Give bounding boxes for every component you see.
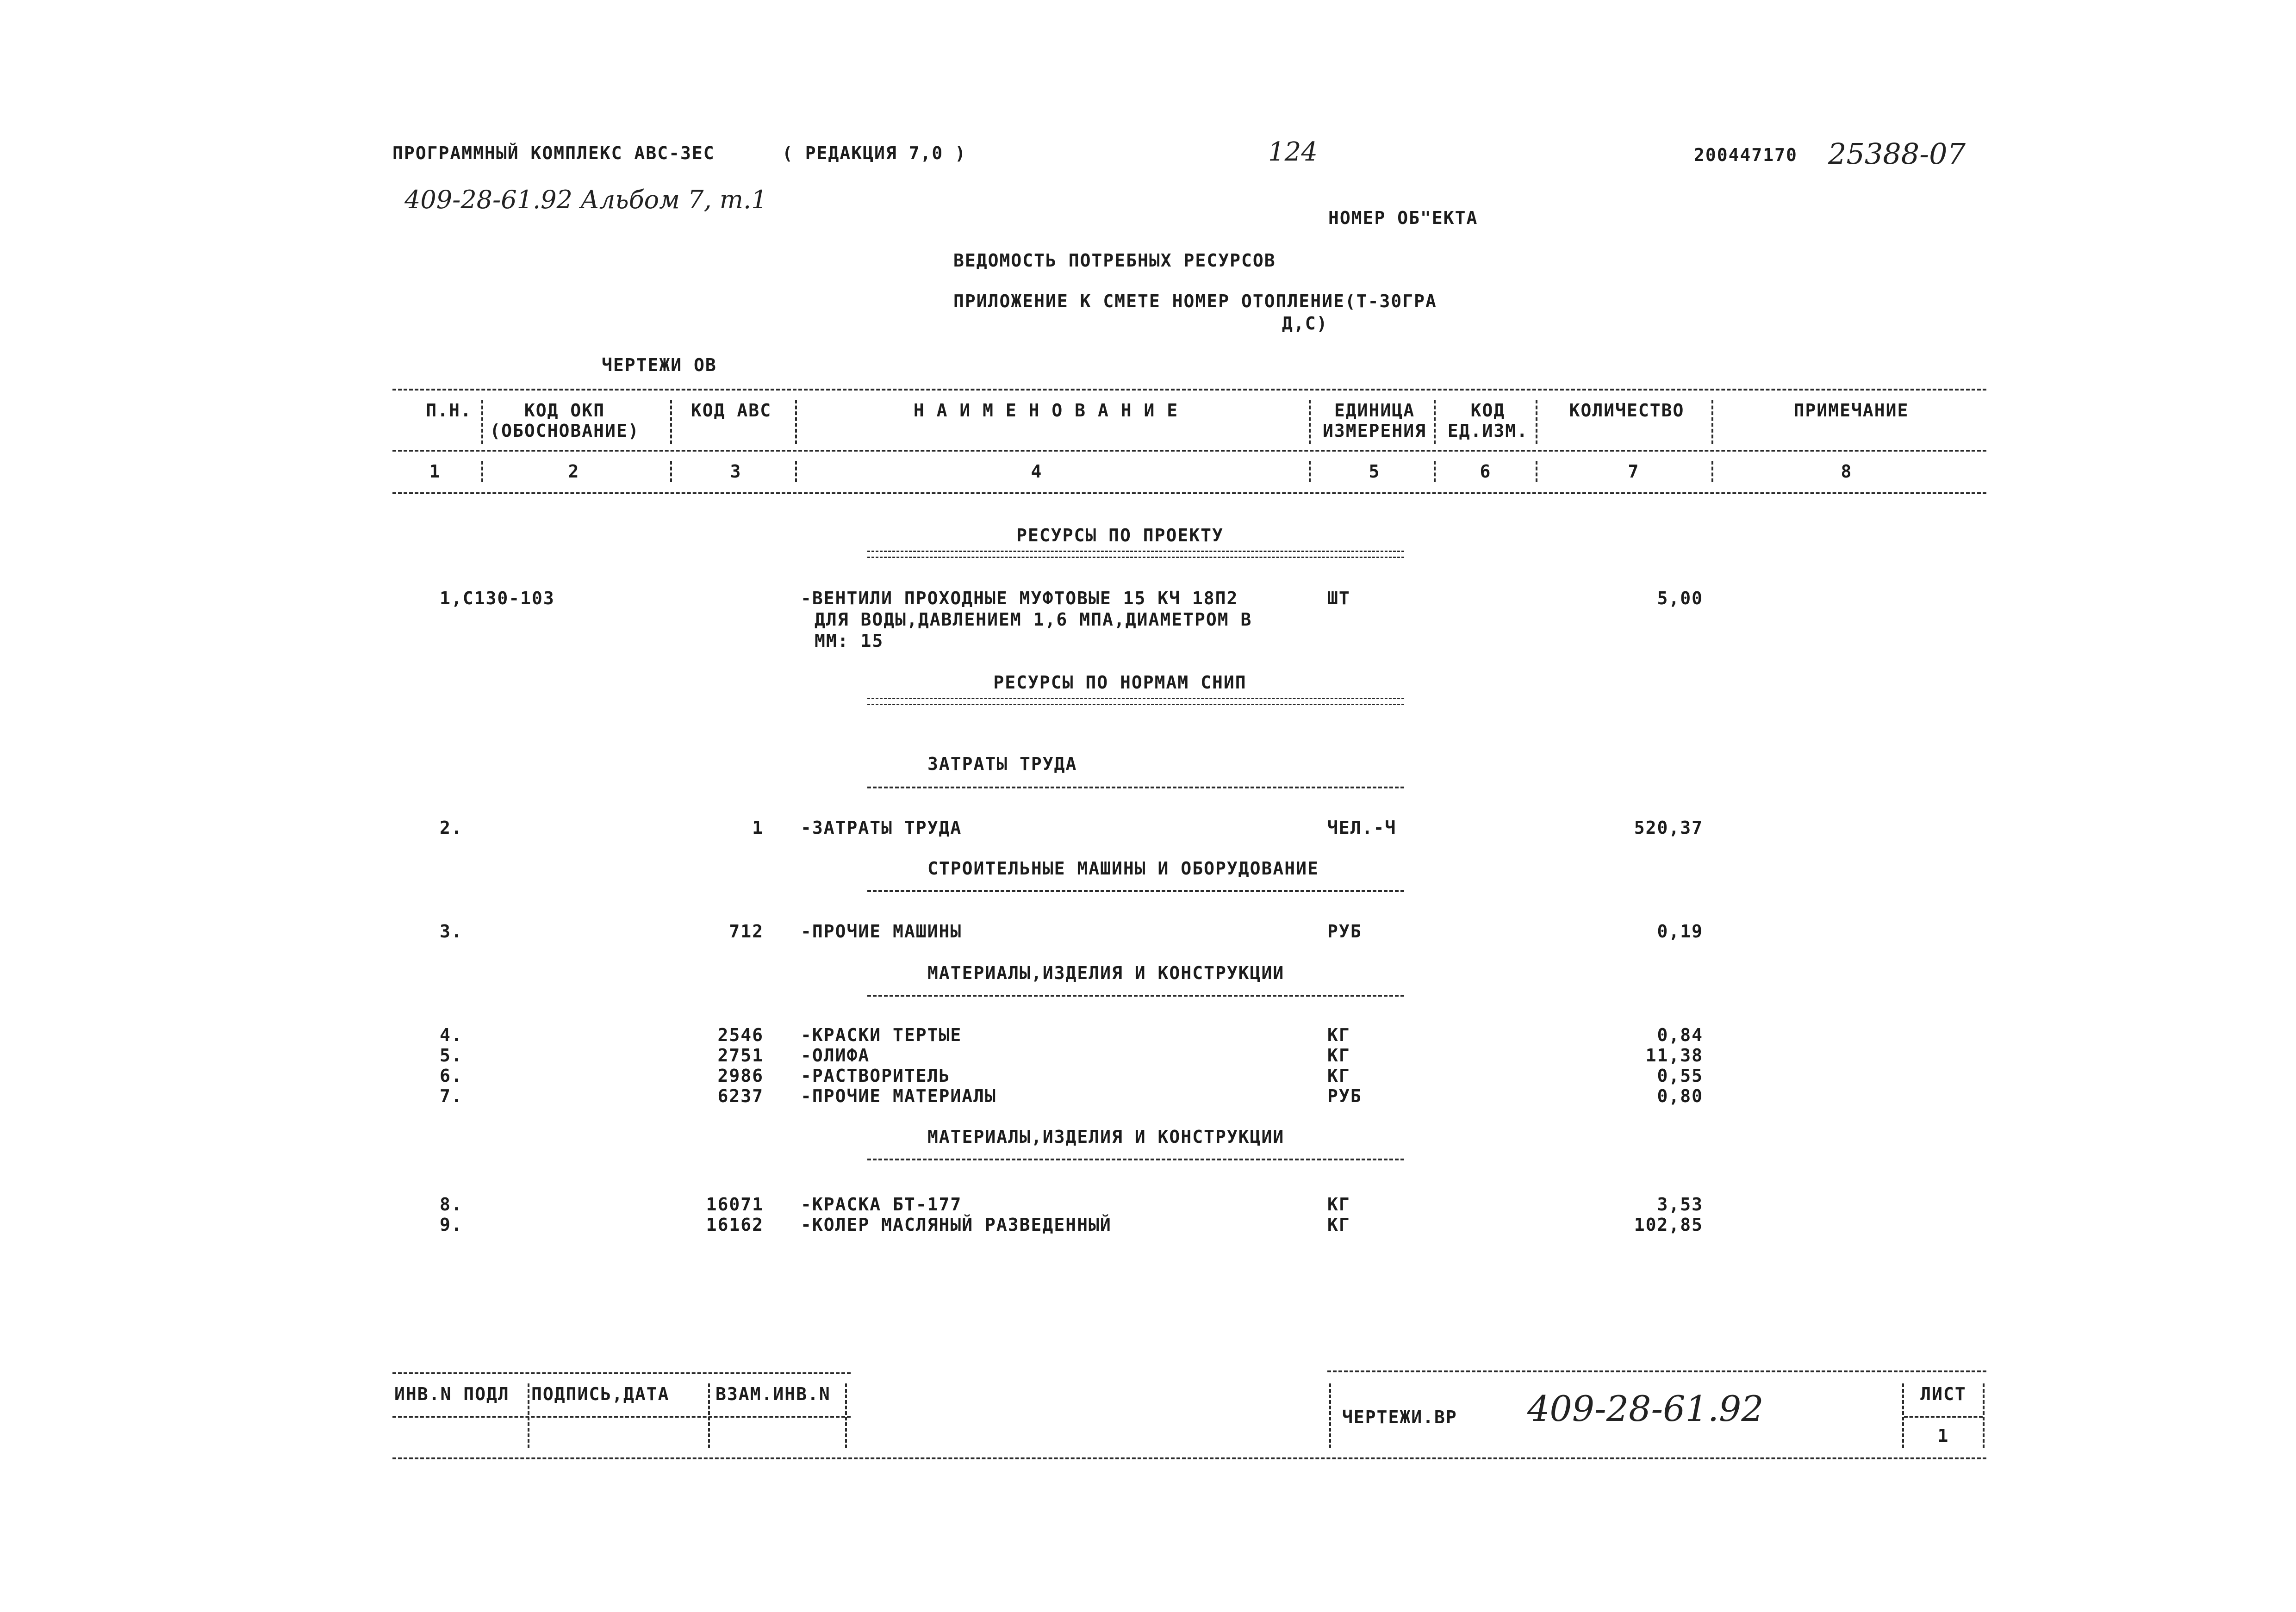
col-header-unit-2: ИЗМЕРЕНИЯ: [1323, 421, 1426, 441]
row-2-code: 1: [752, 818, 764, 838]
row-7-pn: 7.: [440, 1086, 463, 1106]
row-1-unit: ШТ: [1327, 588, 1350, 608]
section-norms-resources: РЕСУРСЫ ПО НОРМАМ СНИП: [993, 672, 1247, 693]
album-note: 409-28-61.92 Альбом 7, т.1: [404, 185, 767, 214]
row-7-name: -ПРОЧИЕ МАТЕРИАЛЫ: [801, 1086, 996, 1106]
col-header-unit-code-2: ЕД.ИЗМ.: [1447, 421, 1529, 441]
row-2-name: -ЗАТРАТЫ ТРУДА: [801, 818, 962, 838]
row-8-name: -КРАСКА БТ-177: [801, 1194, 962, 1215]
row-6-name: -РАСТВОРИТЕЛЬ: [801, 1066, 951, 1086]
row-8-code: 16071: [706, 1194, 764, 1215]
program-name: ПРОГРАММНЫЙ КОМПЛЕКС АВС-3ЕС: [392, 143, 715, 163]
drawings-label: ЧЕРТЕЖИ ОВ: [602, 355, 717, 375]
col-header-name: Н А И М Е Н О В А Н И Е: [913, 400, 1179, 421]
row-9-unit: КГ: [1327, 1215, 1350, 1235]
col-num-7: 7: [1628, 461, 1640, 482]
footer-bottom-rule: [392, 1457, 1986, 1459]
col-num-6: 6: [1480, 461, 1492, 482]
col-divider: [1711, 461, 1713, 482]
appendix-line-2: Д,С): [1282, 313, 1328, 334]
col-header-pn: П.Н.: [426, 400, 472, 421]
col-header-unit: ЕДИНИЦА: [1334, 400, 1415, 421]
footer-sheet-mid-rule: [1904, 1416, 1983, 1418]
row-3-name: -ПРОЧИЕ МАШИНЫ: [801, 921, 962, 942]
footer-left-mid-rule: [392, 1416, 851, 1418]
col-header-okp-basis: (ОБОСНОВАНИЕ): [490, 421, 640, 441]
row-4-unit: КГ: [1327, 1025, 1350, 1045]
row-6-unit: КГ: [1327, 1066, 1350, 1086]
row-6-quantity: 0,55: [1657, 1066, 1703, 1086]
row-5-name: -ОЛИФА: [801, 1045, 870, 1066]
footer-sheet-number: 1: [1937, 1426, 1949, 1446]
section-materials-2: МАТЕРИАЛЫ,ИЗДЕЛИЯ И КОНСТРУКЦИИ: [927, 1127, 1285, 1147]
appendix-line-1: ПРИЛОЖЕНИЕ К СМЕТЕ НОМЕР ОТОПЛЕНИЕ(Т-30ГРА: [953, 291, 1437, 311]
col-header-okp: КОД ОКП: [524, 400, 605, 421]
row-3-unit: РУБ: [1327, 921, 1362, 942]
section-underline: [867, 698, 1404, 705]
row-4-code: 2546: [717, 1025, 764, 1045]
section-underline: [867, 995, 1404, 997]
row-4-name: -КРАСКИ ТЕРТЫЕ: [801, 1025, 962, 1045]
row-7-code: 6237: [717, 1086, 764, 1106]
section-underline: [867, 551, 1404, 558]
col-num-3: 3: [730, 461, 742, 482]
document-title: ВЕДОМОСТЬ ПОТРЕБНЫХ РЕСУРСОВ: [953, 250, 1276, 271]
row-3-code: 712: [729, 921, 764, 942]
row-7-quantity: 0,80: [1657, 1086, 1703, 1106]
col-header-quantity: КОЛИЧЕСТВО: [1569, 400, 1685, 421]
col-header-unit-code: КОД: [1470, 400, 1506, 421]
footer-inv-label: ИНВ.N ПОДЛ: [394, 1384, 510, 1404]
table-top-rule: [392, 389, 1986, 391]
row-5-pn: 5.: [440, 1045, 463, 1066]
col-divider: [1309, 400, 1311, 444]
row-4-pn: 4.: [440, 1025, 463, 1045]
col-divider: [1309, 461, 1311, 482]
col-divider: [670, 461, 672, 482]
section-underline: [867, 1159, 1404, 1160]
col-divider: [795, 400, 797, 444]
row-1-pn: 1,С130-103: [440, 588, 555, 608]
col-divider: [1434, 461, 1436, 482]
section-labor: ЗАТРАТЫ ТРУДА: [927, 754, 1077, 774]
col-divider: [1536, 400, 1537, 444]
row-4-quantity: 0,84: [1657, 1025, 1703, 1045]
row-1-name-line3: ММ: 15: [815, 631, 884, 651]
footer-vzam-label: ВЗАМ.ИНВ.N: [716, 1384, 831, 1404]
row-3-quantity: 0,19: [1657, 921, 1703, 942]
row-9-name: -КОЛЕР МАСЛЯНЫЙ РАЗВЕДЕННЫЙ: [801, 1215, 1112, 1235]
row-5-unit: КГ: [1327, 1045, 1350, 1066]
row-3-pn: 3.: [440, 921, 463, 942]
page-number: 124: [1268, 137, 1318, 167]
footer-left-top-rule: [392, 1372, 851, 1374]
row-2-pn: 2.: [440, 818, 463, 838]
header-mid-rule: [392, 450, 1986, 452]
row-8-unit: КГ: [1327, 1194, 1350, 1215]
col-num-8: 8: [1841, 461, 1853, 482]
col-divider: [670, 400, 672, 444]
col-num-5: 5: [1369, 461, 1381, 482]
footer-sign-label: ПОДПИСЬ,ДАТА: [531, 1384, 670, 1404]
row-9-code: 16162: [706, 1215, 764, 1235]
col-num-4: 4: [1031, 461, 1043, 482]
footer-divider: [1329, 1383, 1331, 1448]
row-8-quantity: 3,53: [1657, 1194, 1703, 1215]
footer-sheet-label: ЛИСТ: [1920, 1384, 1966, 1404]
row-5-code: 2751: [717, 1045, 764, 1066]
row-5-quantity: 11,38: [1645, 1045, 1703, 1066]
footer-right-top-rule: [1327, 1370, 1986, 1372]
footer-drawing-code: 409-28-61.92: [1527, 1388, 1764, 1429]
col-divider: [1434, 400, 1436, 444]
document-code-handwritten: 25388-07: [1828, 137, 1966, 171]
row-9-quantity: 102,85: [1634, 1215, 1703, 1235]
col-header-avs: КОД АВС: [691, 400, 772, 421]
col-divider: [481, 461, 483, 482]
section-materials-1: МАТЕРИАЛЫ,ИЗДЕЛИЯ И КОНСТРУКЦИИ: [927, 963, 1285, 983]
footer-divider: [1983, 1383, 1985, 1448]
col-divider: [481, 400, 483, 444]
col-divider: [1711, 400, 1713, 444]
section-underline: [867, 890, 1404, 892]
row-1-name-line2: ДЛЯ ВОДЫ,ДАВЛЕНИЕМ 1,6 МПА,ДИАМЕТРОМ В: [815, 609, 1252, 630]
row-8-pn: 8.: [440, 1194, 463, 1215]
object-number-label: НОМЕР ОБ"ЕКТА: [1328, 208, 1478, 228]
row-6-pn: 6.: [440, 1066, 463, 1086]
col-num-1: 1: [429, 461, 441, 482]
program-edition: ( РЕДАКЦИЯ 7,0 ): [782, 143, 967, 163]
row-1-name-line1: -ВЕНТИЛИ ПРОХОДНЫЕ МУФТОВЫЕ 15 КЧ 18П2: [801, 588, 1238, 608]
section-underline: [867, 787, 1404, 788]
header-bottom-rule: [392, 492, 1986, 494]
row-1-quantity: 5,00: [1657, 588, 1703, 608]
section-project-resources: РЕСУРСЫ ПО ПРОЕКТУ: [1016, 525, 1224, 546]
col-divider: [795, 461, 797, 482]
row-9-pn: 9.: [440, 1215, 463, 1235]
col-divider: [1536, 461, 1537, 482]
row-6-code: 2986: [717, 1066, 764, 1086]
col-num-2: 2: [568, 461, 580, 482]
row-2-quantity: 520,37: [1634, 818, 1703, 838]
footer-drawing-label: ЧЕРТЕЖИ.ВР: [1342, 1407, 1457, 1427]
row-2-unit: ЧЕЛ.-Ч: [1327, 818, 1397, 838]
section-machines: СТРОИТЕЛЬНЫЕ МАШИНЫ И ОБОРУДОВАНИЕ: [927, 858, 1319, 879]
col-header-note: ПРИМЕЧАНИЕ: [1793, 400, 1909, 421]
row-7-unit: РУБ: [1327, 1086, 1362, 1106]
document-code: 200447170: [1694, 145, 1798, 165]
